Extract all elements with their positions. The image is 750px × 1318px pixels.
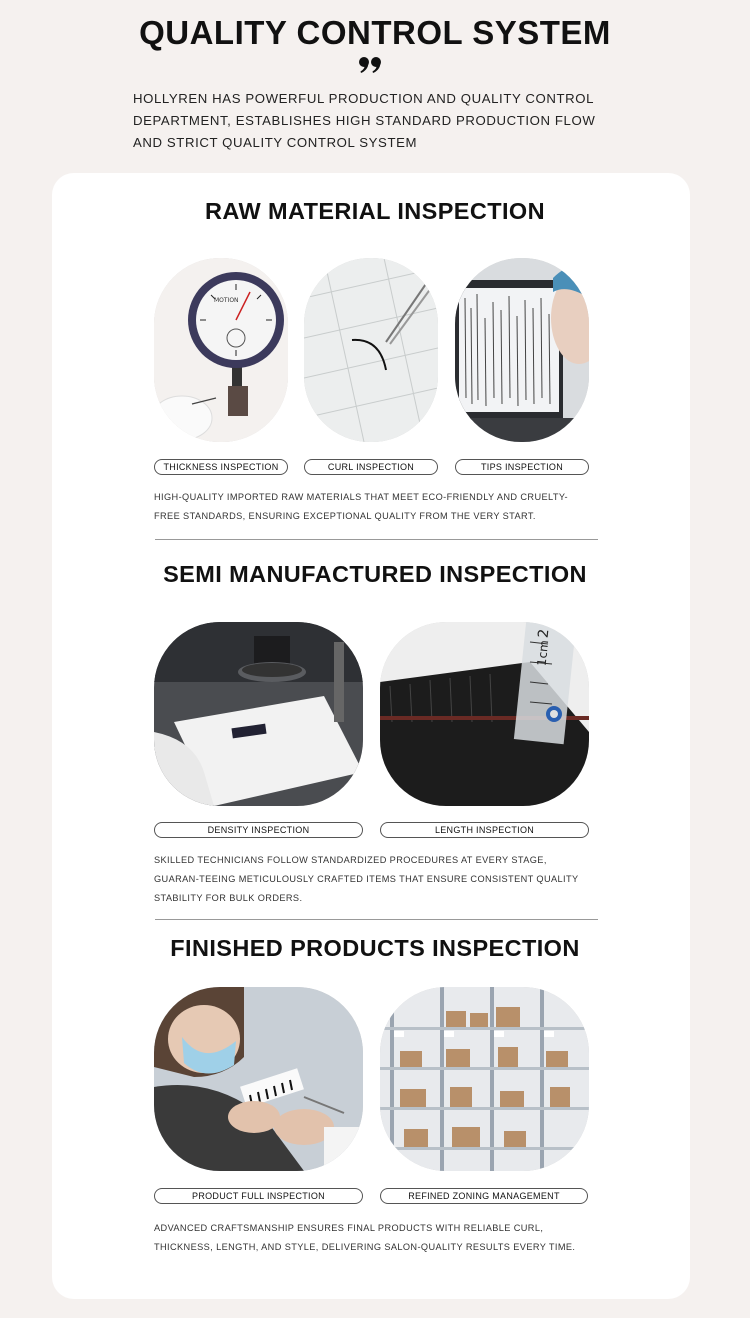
finished-products-title: FINISHED PRODUCTS INSPECTION [170,935,580,961]
tips-inspection-photo [455,258,589,442]
refined-zoning-management-label: REFINED ZONING MANAGEMENT [380,1188,588,1204]
thickness-inspection-label: THICKNESS INSPECTION [154,459,288,475]
section-divider [155,919,598,920]
product-full-inspection-label: PRODUCT FULL INSPECTION [154,1188,363,1204]
length-inspection-label: LENGTH INSPECTION [380,822,589,838]
curl-inspection-label: CURL INSPECTION [304,459,438,475]
raw-material-description: HIGH-QUALITY IMPORTED RAW MATERIALS THAT MEET ECO-FRIENDLY AND CRUELTY-FREE STANDARDS, ENSURING EXCEPTIONAL QUALITY FROM THE VERY START. [154,492,568,521]
product-full-inspection-photo [154,987,363,1171]
thickness-inspection-photo [154,258,288,442]
finished-products-description: ADVANCED CRAFTSMANSHIP ENSURES FINAL PRODUCTS WITH RELIABLE CURL, THICKNESS, LENGTH, AND STYLE, DELIVERING SALON-QUALITY RESULTS EVERY TIME. [154,1223,576,1252]
ruler-mark-2: 2 [535,628,553,639]
gauge-brand: MOTION [214,297,239,304]
density-inspection-label: DENSITY INSPECTION [154,822,363,838]
refined-zoning-management-photo [380,987,589,1171]
ruler-mark-cm: 1cm [534,639,552,667]
intro-text: HOLLYREN HAS POWERFUL PRODUCTION AND QUALITY CONTROL DEPARTMENT, ESTABLISHES HIGH STANDARD PRODUCTION FLOW AND STRICT QUALITY CONTROL SYSTEM [133,91,596,150]
raw-material-title: RAW MATERIAL INSPECTION [205,198,545,224]
section-divider [155,539,598,540]
page-title: QUALITY CONTROL SYSTEM [139,14,611,51]
density-inspection-photo [154,622,363,806]
semi-manufactured-title: SEMI MANUFACTURED INSPECTION [163,561,587,587]
semi-manufactured-description: SKILLED TECHNICIANS FOLLOW STANDARDIZED PROCEDURES AT EVERY STAGE, GUARAN-TEEING METICULOUSLY CRAFTED ITEMS THAT ENSURE CONSISTENT QUALITY STABILITY FOR BULK ORDERS. [154,855,579,903]
double-quote-icon [355,56,385,74]
tips-inspection-label: TIPS INSPECTION [455,459,589,475]
length-inspection-photo [380,622,589,806]
curl-inspection-photo [304,258,438,442]
